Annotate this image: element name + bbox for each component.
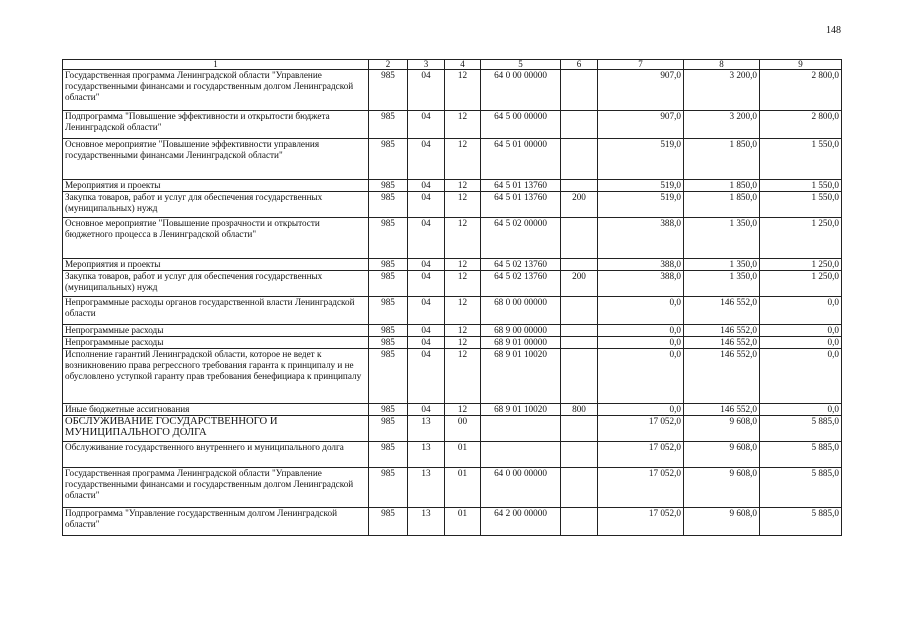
cell-subsection: 12: [445, 259, 481, 271]
cell-section: 04: [408, 139, 445, 180]
row-name: Исполнение гарантий Ленинградской области, которое не ведет к возникновению права регрессного требования гаранта к принципалу и не обусловлено уступкой гаранту прав требования бенефициара к принципалу: [63, 349, 369, 404]
table-row: [63, 404, 842, 416]
cell-amount-year-2: 9 608,0: [684, 508, 760, 536]
cell-expense-type: 200: [561, 192, 598, 218]
cell-amount-year-3: 1 550,0: [760, 139, 842, 180]
column-number: 5: [481, 60, 561, 70]
cell-amount-year-2: 146 552,0: [684, 325, 760, 337]
cell-expense-type: [561, 468, 598, 508]
cell-amount-year-1: 17 052,0: [598, 416, 684, 442]
cell-amount-year-2: 1 850,0: [684, 192, 760, 218]
row-name: Основное мероприятие "Повышение прозрачности и открытости бюджетного процесса в Ленинградской области": [63, 218, 369, 259]
cell-amount-year-1: 519,0: [598, 139, 684, 180]
cell-amount-year-3: 0,0: [760, 404, 842, 416]
cell-amount-year-3: 5 885,0: [760, 416, 842, 442]
cell-amount-year-3: 0,0: [760, 297, 842, 325]
cell-expense-type: 200: [561, 271, 598, 297]
cell-expense-type: [561, 139, 598, 180]
row-name: Государственная программа Ленинградской области "Управление государственными финансами и государственным долгом Ленинградской области": [63, 70, 369, 111]
cell-amount-year-3: 5 885,0: [760, 442, 842, 468]
column-number: 2: [369, 60, 408, 70]
table-row: [63, 111, 842, 139]
row-name: Обслуживание государственного внутреннего и муниципального долга: [63, 442, 369, 468]
cell-target-article: 64 2 00 00000: [481, 508, 561, 536]
column-number: 3: [408, 60, 445, 70]
row-name: Непрограммные расходы органов государственной власти Ленинградской области: [63, 297, 369, 325]
cell-target-article: 68 9 01 00000: [481, 337, 561, 349]
cell-amount-year-1: 17 052,0: [598, 468, 684, 508]
cell-amount-year-2: 1 850,0: [684, 139, 760, 180]
cell-amount-year-1: 0,0: [598, 349, 684, 404]
cell-subsection: 12: [445, 404, 481, 416]
cell-section: 04: [408, 180, 445, 192]
table-row: [63, 508, 842, 536]
cell-subsection: 01: [445, 508, 481, 536]
cell-target-article: 68 9 00 00000: [481, 325, 561, 337]
cell-amount-year-2: 1 350,0: [684, 259, 760, 271]
cell-amount-year-2: 146 552,0: [684, 297, 760, 325]
cell-section: 13: [408, 416, 445, 442]
column-number: 4: [445, 60, 481, 70]
cell-ministry: 985: [369, 442, 408, 468]
cell-section: 04: [408, 349, 445, 404]
column-number: 6: [561, 60, 598, 70]
row-name: Государственная программа Ленинградской области "Управление государственными финансами и государственным долгом Ленинградской области": [63, 468, 369, 508]
cell-amount-year-2: 9 608,0: [684, 416, 760, 442]
cell-target-article: [481, 442, 561, 468]
cell-expense-type: [561, 416, 598, 442]
cell-section: 13: [408, 468, 445, 508]
cell-subsection: 12: [445, 139, 481, 180]
cell-amount-year-3: 0,0: [760, 349, 842, 404]
cell-ministry: 985: [369, 218, 408, 259]
cell-amount-year-1: 0,0: [598, 404, 684, 416]
column-number: 7: [598, 60, 684, 70]
table-row: [63, 468, 842, 508]
page-number: 148: [826, 25, 841, 36]
cell-amount-year-1: 907,0: [598, 111, 684, 139]
cell-ministry: 985: [369, 180, 408, 192]
cell-amount-year-1: 519,0: [598, 180, 684, 192]
cell-ministry: 985: [369, 337, 408, 349]
cell-amount-year-1: 388,0: [598, 218, 684, 259]
cell-section: 04: [408, 111, 445, 139]
cell-amount-year-1: 17 052,0: [598, 508, 684, 536]
cell-subsection: 12: [445, 218, 481, 259]
cell-subsection: 12: [445, 192, 481, 218]
cell-amount-year-2: 3 200,0: [684, 111, 760, 139]
cell-expense-type: [561, 349, 598, 404]
cell-ministry: 985: [369, 192, 408, 218]
cell-amount-year-1: 388,0: [598, 259, 684, 271]
column-number: 8: [684, 60, 760, 70]
cell-section: 04: [408, 297, 445, 325]
column-number: 9: [760, 60, 842, 70]
table-row: [63, 297, 842, 325]
table-row: [63, 192, 842, 218]
cell-target-article: 68 9 01 10020: [481, 349, 561, 404]
cell-amount-year-3: 1 250,0: [760, 271, 842, 297]
cell-subsection: 12: [445, 70, 481, 111]
row-name: Подпрограмма "Управление государственным долгом Ленинградской области": [63, 508, 369, 536]
cell-amount-year-2: 146 552,0: [684, 349, 760, 404]
cell-amount-year-1: 0,0: [598, 337, 684, 349]
cell-target-article: 64 0 00 00000: [481, 70, 561, 111]
cell-amount-year-3: 5 885,0: [760, 468, 842, 508]
budget-table: [62, 59, 842, 536]
cell-target-article: 64 5 02 13760: [481, 271, 561, 297]
row-name: Непрограммные расходы: [63, 337, 369, 349]
row-name: Закупка товаров, работ и услуг для обеспечения государственных (муниципальных) нужд: [63, 271, 369, 297]
column-number-row: [63, 60, 842, 70]
cell-ministry: 985: [369, 325, 408, 337]
row-name: Основное мероприятие "Повышение эффективности управления государственными финансами Ленинградской области": [63, 139, 369, 180]
cell-ministry: 985: [369, 416, 408, 442]
row-name: ОБСЛУЖИВАНИЕ ГОСУДАРСТВЕННОГО И МУНИЦИПАЛЬНОГО ДОЛГА: [63, 416, 369, 442]
cell-expense-type: [561, 508, 598, 536]
cell-subsection: 12: [445, 180, 481, 192]
cell-ministry: 985: [369, 297, 408, 325]
cell-expense-type: [561, 259, 598, 271]
table-row: [63, 337, 842, 349]
cell-amount-year-3: 0,0: [760, 337, 842, 349]
row-name: Мероприятия и проекты: [63, 259, 369, 271]
cell-subsection: 01: [445, 442, 481, 468]
table-row: [63, 70, 842, 111]
cell-amount-year-3: 1 550,0: [760, 180, 842, 192]
cell-expense-type: [561, 337, 598, 349]
cell-subsection: 12: [445, 111, 481, 139]
cell-target-article: 64 5 01 13760: [481, 180, 561, 192]
cell-amount-year-3: 2 800,0: [760, 111, 842, 139]
row-name: Непрограммные расходы: [63, 325, 369, 337]
cell-section: 04: [408, 218, 445, 259]
table-row: [63, 139, 842, 180]
cell-expense-type: [561, 111, 598, 139]
cell-amount-year-1: 0,0: [598, 297, 684, 325]
cell-target-article: 64 0 00 00000: [481, 468, 561, 508]
cell-target-article: 64 5 02 13760: [481, 259, 561, 271]
cell-expense-type: [561, 70, 598, 111]
cell-amount-year-3: 0,0: [760, 325, 842, 337]
cell-amount-year-3: 5 885,0: [760, 508, 842, 536]
cell-ministry: 985: [369, 468, 408, 508]
cell-amount-year-2: 146 552,0: [684, 404, 760, 416]
cell-target-article: 64 5 01 13760: [481, 192, 561, 218]
cell-section: 04: [408, 404, 445, 416]
cell-ministry: 985: [369, 259, 408, 271]
cell-amount-year-1: 519,0: [598, 192, 684, 218]
cell-amount-year-3: 2 800,0: [760, 70, 842, 111]
cell-expense-type: [561, 297, 598, 325]
cell-ministry: 985: [369, 349, 408, 404]
cell-ministry: 985: [369, 70, 408, 111]
cell-ministry: 985: [369, 271, 408, 297]
cell-amount-year-2: 9 608,0: [684, 442, 760, 468]
cell-section: 13: [408, 442, 445, 468]
cell-section: 04: [408, 337, 445, 349]
cell-ministry: 985: [369, 139, 408, 180]
cell-subsection: 12: [445, 325, 481, 337]
cell-amount-year-3: 1 550,0: [760, 192, 842, 218]
cell-amount-year-2: 3 200,0: [684, 70, 760, 111]
cell-target-article: [481, 416, 561, 442]
cell-expense-type: 800: [561, 404, 598, 416]
cell-amount-year-2: 1 850,0: [684, 180, 760, 192]
cell-amount-year-1: 388,0: [598, 271, 684, 297]
cell-section: 04: [408, 271, 445, 297]
table-row: [63, 416, 842, 442]
cell-amount-year-2: 9 608,0: [684, 468, 760, 508]
cell-section: 04: [408, 192, 445, 218]
cell-subsection: 01: [445, 468, 481, 508]
table-row: [63, 349, 842, 404]
table-row: [63, 180, 842, 192]
row-name: Закупка товаров, работ и услуг для обеспечения государственных (муниципальных) нужд: [63, 192, 369, 218]
cell-ministry: 985: [369, 508, 408, 536]
cell-section: 13: [408, 508, 445, 536]
cell-expense-type: [561, 180, 598, 192]
cell-target-article: 68 9 01 10020: [481, 404, 561, 416]
cell-amount-year-2: 146 552,0: [684, 337, 760, 349]
table-row: [63, 325, 842, 337]
table-row: [63, 271, 842, 297]
cell-target-article: 64 5 01 00000: [481, 139, 561, 180]
row-name: Подпрограмма "Повышение эффективности и открытости бюджета Ленинградской области": [63, 111, 369, 139]
cell-amount-year-1: 907,0: [598, 70, 684, 111]
row-name: Иные бюджетные ассигнования: [63, 404, 369, 416]
cell-section: 04: [408, 325, 445, 337]
cell-ministry: 985: [369, 111, 408, 139]
cell-subsection: 12: [445, 337, 481, 349]
cell-ministry: 985: [369, 404, 408, 416]
table-row: [63, 218, 842, 259]
cell-amount-year-1: 0,0: [598, 325, 684, 337]
cell-expense-type: [561, 442, 598, 468]
cell-amount-year-2: 1 350,0: [684, 218, 760, 259]
cell-amount-year-1: 17 052,0: [598, 442, 684, 468]
cell-expense-type: [561, 218, 598, 259]
cell-section: 04: [408, 70, 445, 111]
column-number: 1: [63, 60, 369, 70]
cell-amount-year-3: 1 250,0: [760, 259, 842, 271]
cell-subsection: 00: [445, 416, 481, 442]
cell-target-article: 64 5 02 00000: [481, 218, 561, 259]
row-name: Мероприятия и проекты: [63, 180, 369, 192]
cell-amount-year-3: 1 250,0: [760, 218, 842, 259]
cell-target-article: 68 0 00 00000: [481, 297, 561, 325]
cell-subsection: 12: [445, 271, 481, 297]
cell-amount-year-2: 1 350,0: [684, 271, 760, 297]
cell-expense-type: [561, 325, 598, 337]
cell-section: 04: [408, 259, 445, 271]
cell-target-article: 64 5 00 00000: [481, 111, 561, 139]
cell-subsection: 12: [445, 297, 481, 325]
table-row: [63, 442, 842, 468]
cell-subsection: 12: [445, 349, 481, 404]
table-row: [63, 259, 842, 271]
